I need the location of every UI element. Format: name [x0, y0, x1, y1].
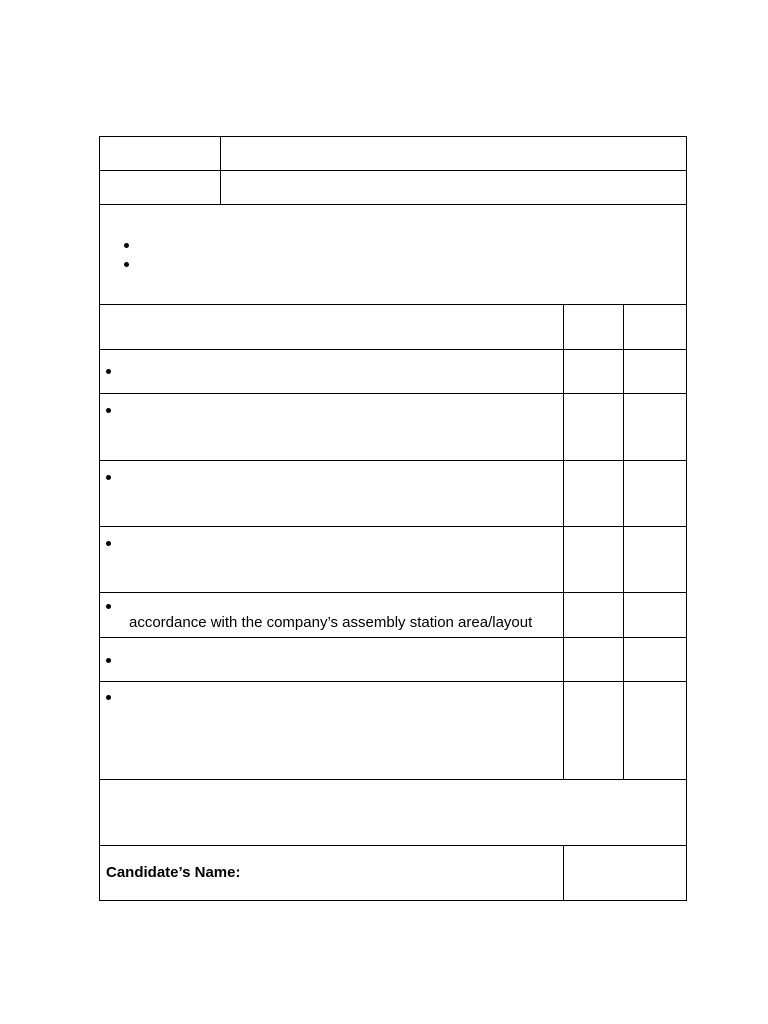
- bullet-icon: [106, 695, 111, 700]
- instructions-cell: [100, 205, 687, 305]
- header-label-cell: [100, 137, 221, 171]
- candidate-signature-cell[interactable]: [564, 846, 687, 901]
- check-cell[interactable]: [564, 461, 624, 527]
- check-cell[interactable]: [564, 350, 624, 394]
- criteria-text-cell: [100, 527, 564, 593]
- criteria-text-cell: [100, 593, 564, 638]
- header-value-cell: [221, 137, 687, 171]
- check-cell[interactable]: [564, 682, 624, 780]
- criteria-row: [100, 461, 687, 527]
- header-row: [100, 137, 687, 171]
- criteria-text-cell: [100, 682, 564, 780]
- check-cell[interactable]: [624, 638, 687, 682]
- candidate-row: [100, 846, 687, 901]
- bullet-icon: [124, 243, 129, 248]
- check-cell[interactable]: [624, 350, 687, 394]
- comments-cell[interactable]: [100, 780, 687, 846]
- header-row: [100, 171, 687, 205]
- bullet-icon: [106, 369, 111, 374]
- criteria-text-cell: [100, 638, 564, 682]
- criteria-row: [100, 638, 687, 682]
- check-cell[interactable]: [564, 638, 624, 682]
- check-cell[interactable]: [564, 394, 624, 461]
- bullet-icon: [106, 408, 111, 413]
- bullet-icon: [106, 658, 111, 663]
- check-cell[interactable]: [624, 527, 687, 593]
- criteria-row: [100, 682, 687, 780]
- criteria-row: [100, 394, 687, 461]
- check-cell[interactable]: [564, 593, 624, 638]
- column-header-cell: [564, 305, 624, 350]
- check-cell[interactable]: [624, 593, 687, 638]
- assessment-form: [99, 136, 686, 901]
- criteria-text-cell: [100, 350, 564, 394]
- check-cell[interactable]: [624, 682, 687, 780]
- criteria-text: accordance with the company’s assembly station area/layout: [129, 614, 533, 631]
- check-cell[interactable]: [624, 394, 687, 461]
- column-header-cell: [624, 305, 687, 350]
- criteria-row: [100, 350, 687, 394]
- check-cell[interactable]: [624, 461, 687, 527]
- candidate-name-label: Candidate’s Name:: [106, 864, 241, 881]
- bullet-icon: [106, 475, 111, 480]
- bullet-icon: [106, 541, 111, 546]
- criteria-header-cell: [100, 305, 564, 350]
- header-value-cell: [221, 171, 687, 205]
- criteria-text-cell: [100, 394, 564, 461]
- criteria-text-cell: [100, 461, 564, 527]
- criteria-row: [100, 593, 687, 638]
- comments-row: [100, 780, 687, 846]
- criteria-header-row: [100, 305, 687, 350]
- header-label-cell: [100, 171, 221, 205]
- instructions-row: [100, 205, 687, 305]
- bullet-icon: [124, 262, 129, 267]
- form-table: [99, 136, 687, 901]
- criteria-row: [100, 527, 687, 593]
- bullet-icon: [106, 604, 111, 609]
- candidate-name-cell[interactable]: [100, 846, 564, 901]
- check-cell[interactable]: [564, 527, 624, 593]
